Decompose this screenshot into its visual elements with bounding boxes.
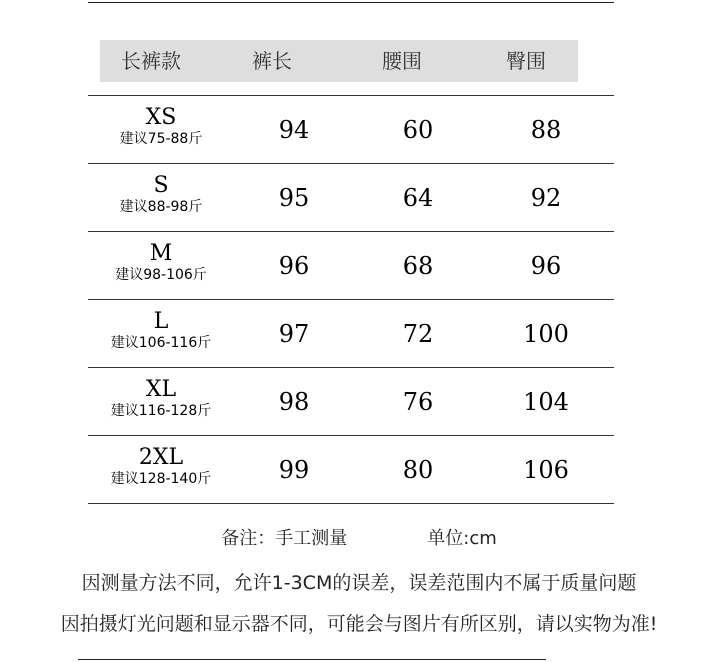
hip-value: 96: [530, 252, 562, 280]
size-name: XS: [145, 105, 177, 130]
waist-value: 64: [402, 184, 434, 212]
size-name: L: [153, 309, 169, 334]
bottom-rule: [78, 659, 546, 660]
table-row: [88, 367, 614, 435]
color-difference-note: 因拍摄灯光问题和显示器不同，可能会与图片有所区别，请以实物为准!: [60, 613, 658, 635]
header-waist: 腰围: [382, 49, 422, 73]
length-value: 97: [278, 320, 310, 348]
size-name: XL: [145, 377, 177, 402]
length-value: 99: [278, 456, 310, 484]
weight-suggestion: 建议98-106斤: [115, 267, 207, 283]
waist-value: 76: [402, 388, 434, 416]
weight-suggestion: 建议75-88斤: [119, 131, 203, 147]
weight-suggestion: 建议128-140斤: [110, 471, 212, 487]
size-cell: [88, 446, 234, 488]
size-name: S: [153, 173, 169, 198]
hip-value: 104: [523, 388, 569, 416]
size-cell: [88, 378, 234, 420]
unit-text: 单位:cm: [427, 528, 497, 549]
hip-value: 92: [530, 184, 562, 212]
hip-value: 88: [530, 116, 562, 144]
size-cell: [88, 310, 234, 352]
length-value: 98: [278, 388, 310, 416]
weight-suggestion: 建议116-128斤: [110, 403, 212, 419]
header-length: 裤长: [252, 49, 292, 73]
length-value: 96: [278, 252, 310, 280]
table-row: [88, 95, 614, 163]
measurement-remark: [0, 524, 718, 550]
table-row: [88, 435, 614, 504]
remark-text: 备注：手工测量: [221, 528, 348, 549]
tolerance-note: 因测量方法不同，允许1-3CM的误差，误差范围内不属于质量问题: [81, 572, 637, 594]
weight-suggestion: 建议88-98斤: [119, 199, 203, 215]
hip-value: 106: [523, 456, 569, 484]
waist-value: 80: [402, 456, 434, 484]
top-rule: [88, 2, 614, 3]
length-value: 95: [278, 184, 310, 212]
table-row: [88, 299, 614, 367]
waist-value: 68: [402, 252, 434, 280]
waist-value: 60: [402, 116, 434, 144]
size-name: M: [149, 241, 173, 266]
length-value: 94: [278, 116, 310, 144]
size-cell: [88, 106, 234, 148]
table-row: [88, 163, 614, 231]
size-name: 2XL: [138, 445, 184, 470]
table-row: [88, 231, 614, 299]
header-hip: 臀围: [506, 49, 546, 73]
size-cell: [88, 242, 234, 284]
waist-value: 72: [402, 320, 434, 348]
hip-value: 100: [523, 320, 569, 348]
size-cell: [88, 174, 234, 216]
weight-suggestion: 建议106-116斤: [110, 335, 212, 351]
header-style: 长裤款: [121, 49, 181, 73]
